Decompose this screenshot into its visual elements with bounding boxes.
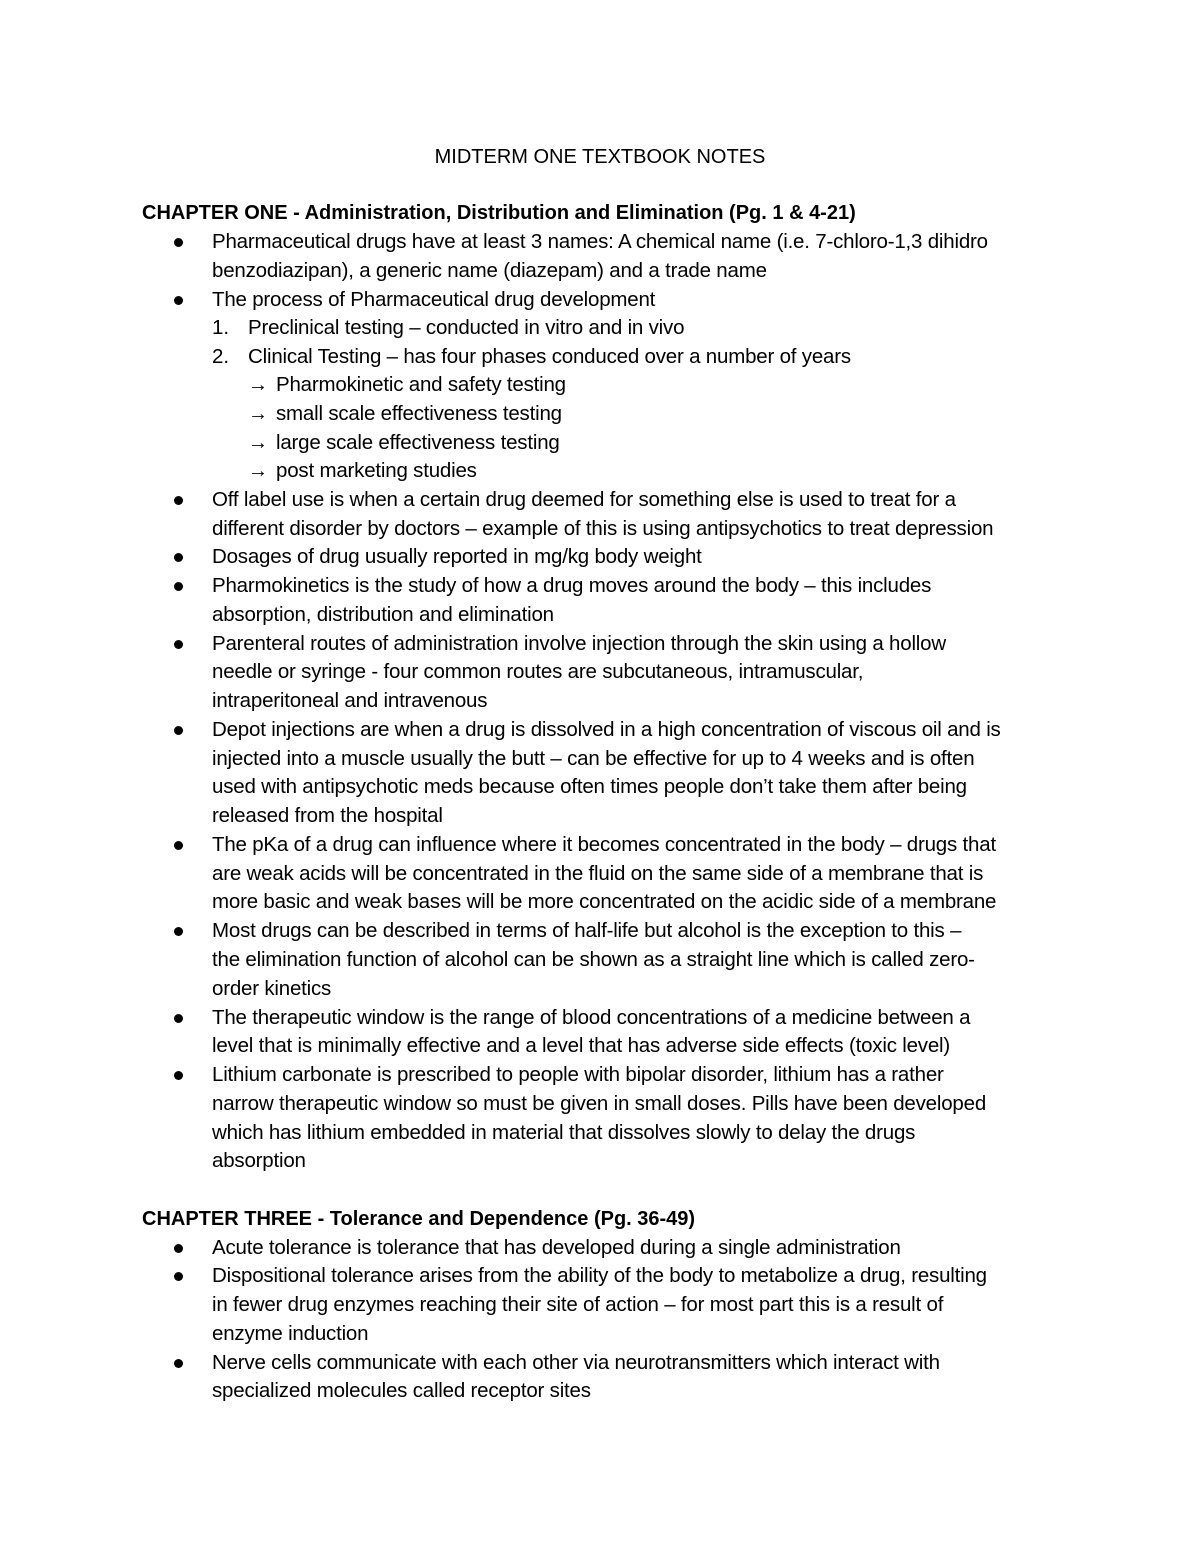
chapter-heading: [142, 1206, 695, 1232]
note-line: Preclinical testing – conducted in vitro and in vivo: [248, 316, 685, 339]
note-line: in fewer drug enzymes reaching their site of action – for most part this is a result of: [212, 1293, 944, 1316]
note-line: benzodiazipan), a generic name (diazepam) and a trade name: [212, 259, 767, 282]
list-number: 2.: [212, 345, 230, 368]
bullet-icon: [174, 238, 183, 247]
note-line: small scale effectiveness testing: [276, 402, 562, 425]
bullet-icon: [174, 1272, 183, 1281]
note-line: Most drugs can be described in terms of half-life but alcohol is the exception to this –: [212, 919, 962, 942]
bullet-icon: [174, 726, 183, 735]
note-line: level that is minimally effective and a level that has adverse side effects (toxic level): [212, 1034, 951, 1057]
note-line: post marketing studies: [276, 459, 477, 482]
note-line: the elimination function of alcohol can be shown as a straight line which is called zero-: [212, 948, 975, 971]
bullet-icon: [174, 1244, 183, 1253]
bullet-icon: [174, 1359, 183, 1368]
note-line: intraperitoneal and intravenous: [212, 689, 488, 712]
chapter-heading-subtitle: - Tolerance and Dependence (Pg. 36-49): [312, 1208, 696, 1230]
bullet-icon: [174, 496, 183, 505]
bullet-icon: [174, 640, 183, 649]
note-line: specialized molecules called receptor sites: [212, 1379, 591, 1402]
note-line: Clinical Testing – has four phases conduced over a number of years: [248, 345, 851, 368]
note-line: The therapeutic window is the range of blood concentrations of a medicine between a: [212, 1006, 971, 1029]
bullet-icon: [174, 582, 183, 591]
arrow-icon: →: [248, 403, 268, 425]
page-title: MIDTERM ONE TEXTBOOK NOTES: [434, 146, 766, 168]
chapter-heading-subtitle: - Administration, Distribution and Elimination (Pg. 1 & 4-21): [287, 202, 856, 224]
chapter-heading-label: CHAPTER THREE: [142, 1208, 313, 1230]
note-line: order kinetics: [212, 977, 332, 1000]
note-line: Acute tolerance is tolerance that has developed during a single administration: [212, 1236, 901, 1259]
bullet-icon: [174, 553, 183, 562]
note-line: Pharmokinetics is the study of how a drug moves around the body – this includes: [212, 574, 932, 597]
note-line: absorption, distribution and elimination: [212, 603, 554, 626]
note-line: injected into a muscle usually the butt – can be effective for up to 4 weeks and is often: [212, 747, 975, 770]
arrow-icon: →: [248, 432, 268, 454]
bullet-icon: [174, 927, 183, 936]
note-line: enzyme induction: [212, 1322, 369, 1345]
arrow-icon: →: [248, 460, 268, 482]
note-line: Off label use is when a certain drug deemed for something else is used to treat for a: [212, 488, 956, 511]
note-line: needle or syringe - four common routes are subcutaneous, intramuscular,: [212, 660, 864, 683]
bullet-icon: [174, 841, 183, 850]
note-line: different disorder by doctors – example of this is using antipsychotics to treat depression: [212, 517, 994, 540]
note-line: Pharmokinetic and safety testing: [276, 373, 566, 396]
note-line: The pKa of a drug can influence where it becomes concentrated in the body – drugs that: [212, 833, 996, 856]
bullet-icon: [174, 1071, 183, 1080]
note-line: Nerve cells communicate with each other via neurotransmitters which interact with: [212, 1351, 940, 1374]
note-line: absorption: [212, 1149, 306, 1172]
note-line: Lithium carbonate is prescribed to people with bipolar disorder, lithium has a rather: [212, 1063, 944, 1086]
note-line: used with antipsychotic meds because often times people don’t take them after being: [212, 775, 967, 798]
note-line: Dispositional tolerance arises from the ability of the body to metabolize a drug, resulting: [212, 1264, 987, 1287]
bullet-icon: [174, 1014, 183, 1023]
note-line: Dosages of drug usually reported in mg/kg body weight: [212, 545, 702, 568]
note-line: narrow therapeutic window so must be given in small doses. Pills have been developed: [212, 1092, 987, 1115]
chapter-heading: [142, 200, 856, 226]
chapter-heading-label: CHAPTER ONE: [142, 202, 288, 224]
note-line: large scale effectiveness testing: [276, 431, 560, 454]
note-line: Depot injections are when a drug is dissolved in a high concentration of viscous oil and is: [212, 718, 1001, 741]
note-line: Pharmaceutical drugs have at least 3 names: A chemical name (i.e. 7-chloro-1,3 dihidro: [212, 230, 988, 253]
bullet-icon: [174, 296, 183, 305]
list-number: 1.: [212, 316, 230, 339]
note-line: Parenteral routes of administration involve injection through the skin using a hollow: [212, 632, 946, 655]
note-line: released from the hospital: [212, 804, 443, 827]
note-line: The process of Pharmaceutical drug development: [212, 288, 656, 311]
arrow-icon: →: [248, 374, 268, 396]
note-line: which has lithium embedded in material that dissolves slowly to delay the drugs: [212, 1121, 916, 1144]
note-line: are weak acids will be concentrated in the fluid on the same side of a membrane that is: [212, 862, 984, 885]
note-line: more basic and weak bases will be more concentrated on the acidic side of a membrane: [212, 890, 997, 913]
